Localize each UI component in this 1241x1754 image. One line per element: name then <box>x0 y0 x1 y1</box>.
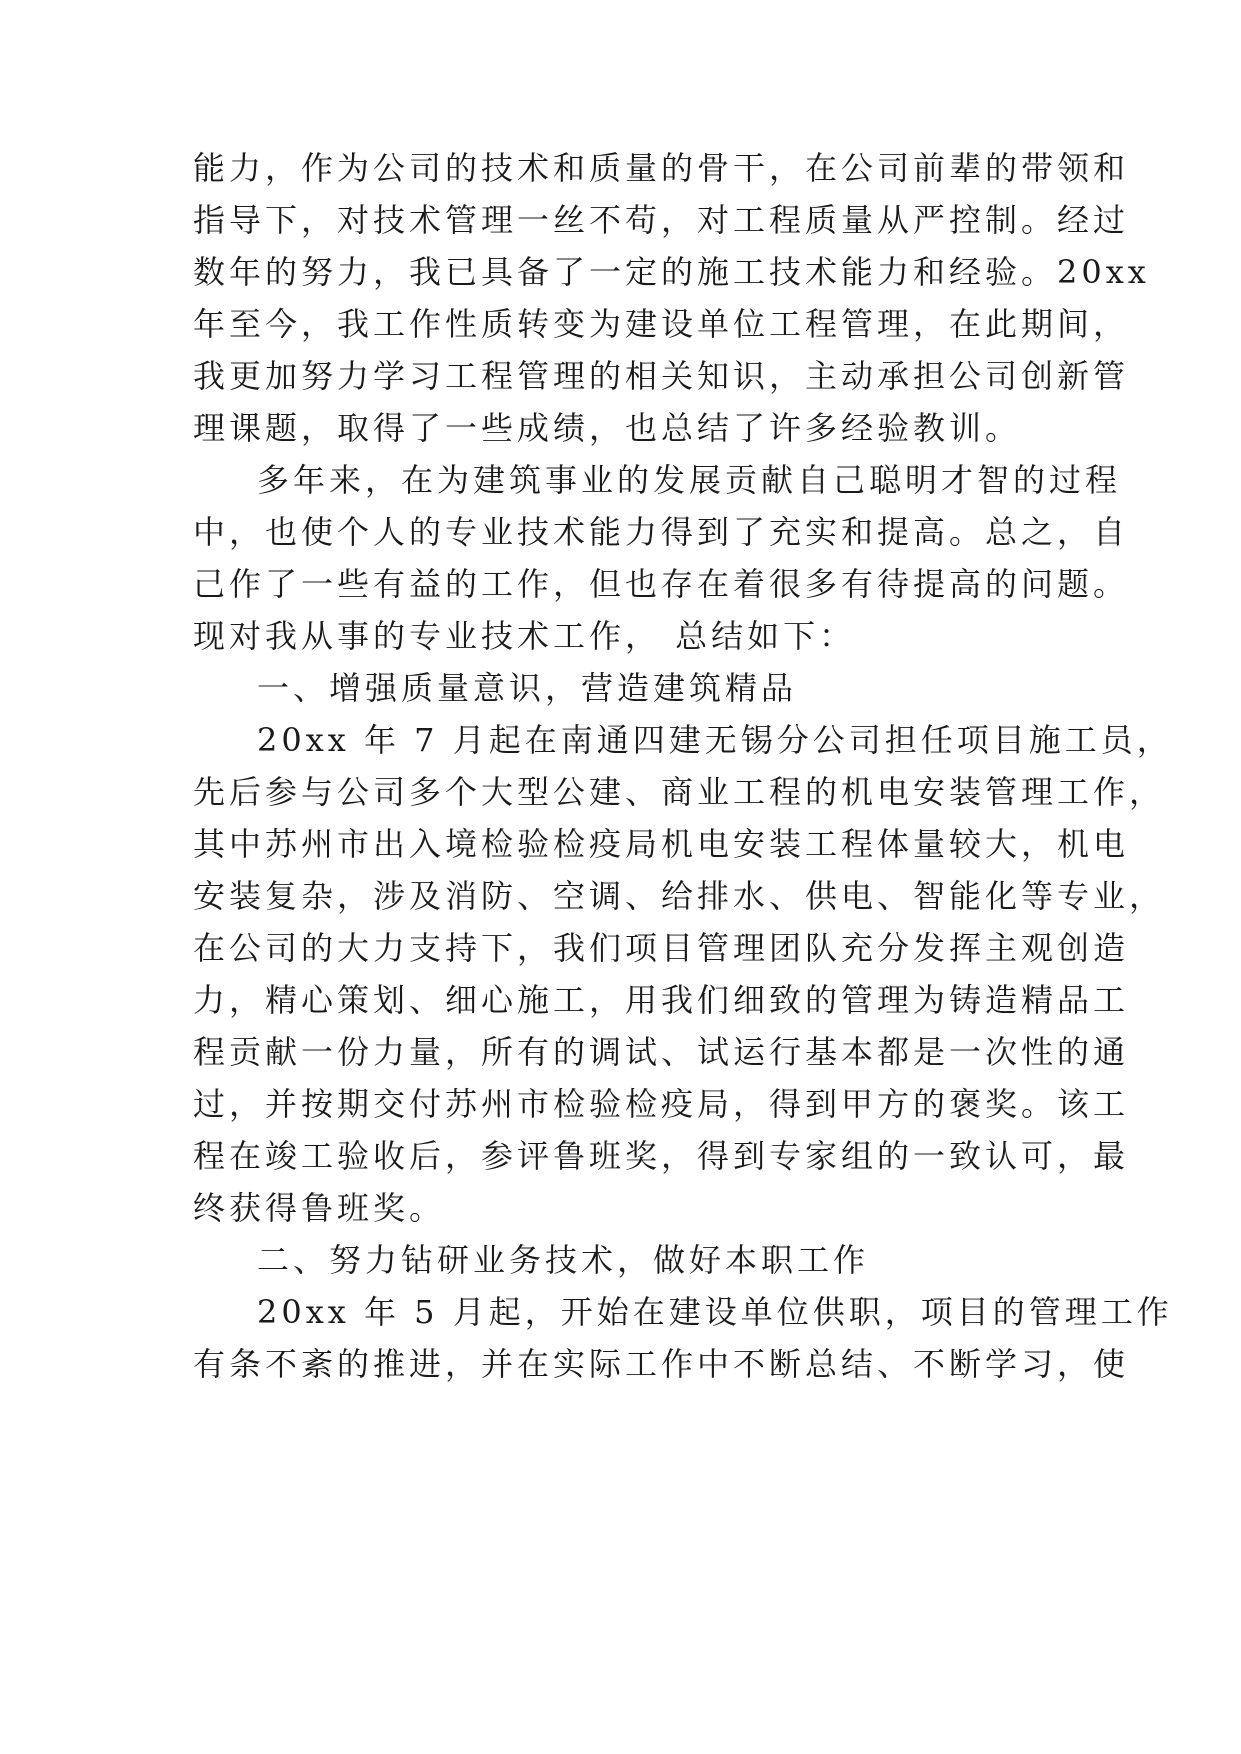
text-line: 指导下，对技术管理一丝不苟，对工程质量从严控制。经过 <box>193 201 1130 239</box>
text-line: 终获得鲁班奖。 <box>193 1189 446 1227</box>
text-line: 年至今，我工作性质转变为建设单位工程管理，在此期间， <box>193 305 1130 343</box>
text-line: 过，并按期交付苏州市检验检疫局，得到甲方的褒奖。该工 <box>193 1085 1130 1123</box>
section-heading-1: 一、增强质量意识，营造建筑精品 <box>257 669 798 707</box>
text-line: 数年的努力，我已具备了一定的施工技术能力和经验。20xx <box>193 253 1150 291</box>
paragraph-start: 20xx 年 5 月起，开始在建设单位供职，项目的管理工作 <box>257 1293 1173 1331</box>
text-line: 能力，作为公司的技术和质量的骨干，在公司前辈的带领和 <box>193 149 1130 187</box>
section-heading-2: 二、努力钻研业务技术，做好本职工作 <box>257 1241 870 1279</box>
text-line: 有条不紊的推进，并在实际工作中不断总结、不断学习，使 <box>193 1345 1130 1383</box>
text-line: 现对我从事的专业技术工作， 总结如下： <box>193 617 856 655</box>
text-line: 我更加努力学习工程管理的相关知识，主动承担公司创新管 <box>193 357 1130 395</box>
text-line: 己作了一些有益的工作，但也存在着很多有待提高的问题。 <box>193 565 1130 603</box>
text-line: 程在竣工验收后，参评鲁班奖，得到专家组的一致认可，最 <box>193 1137 1130 1175</box>
text-line: 力，精心策划、细心施工，用我们细致的管理为铸造精品工 <box>193 981 1130 1019</box>
text-line: 先后参与公司多个大型公建、商业工程的机电安装管理工作， <box>193 773 1166 811</box>
text-line: 在公司的大力支持下，我们项目管理团队充分发挥主观创造 <box>193 929 1130 967</box>
paragraph-start: 多年来，在为建筑事业的发展贡献自己聪明才智的过程 <box>257 461 1122 499</box>
text-line: 中，也使个人的专业技术能力得到了充实和提高。总之，自 <box>193 513 1130 551</box>
text-line: 安装复杂，涉及消防、空调、给排水、供电、智能化等专业， <box>193 877 1166 915</box>
text-line: 程贡献一份力量，所有的调试、试运行基本都是一次性的通 <box>193 1033 1130 1071</box>
text-line: 理课题，取得了一些成绩，也总结了许多经验教训。 <box>193 409 1022 447</box>
paragraph-start: 20xx 年 7 月起在南通四建无锡分公司担任项目施工员， <box>257 721 1173 759</box>
text-line: 其中苏州市出入境检验检疫局机电安装工程体量较大，机电 <box>193 825 1130 863</box>
